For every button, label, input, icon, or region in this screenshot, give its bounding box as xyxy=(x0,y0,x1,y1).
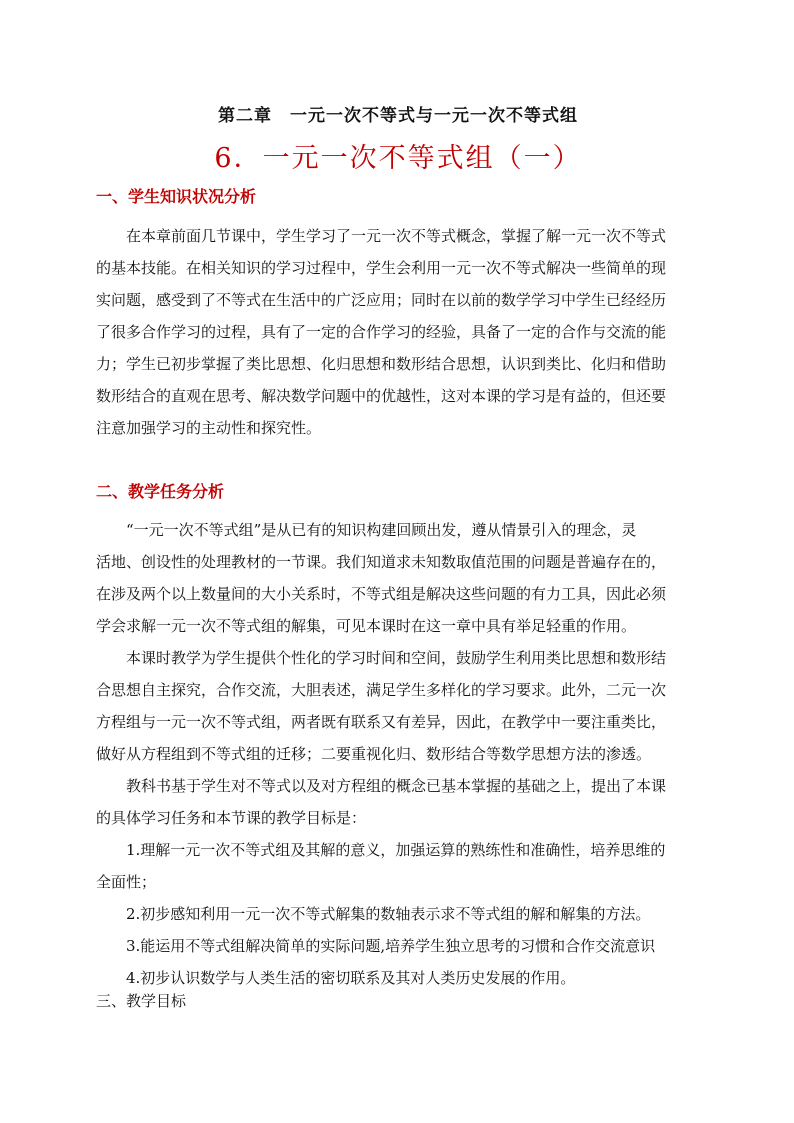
document-page xyxy=(96,0,700,1123)
teaching-goal-3 xyxy=(96,930,700,962)
paragraph-line: 的基本技能。在相关知识的学习过程中，学生会利用一元一次不等式解决一些简单的现 xyxy=(96,259,667,277)
goal-line: 3.能运用不等式组解决简单的实际问题,培养学生独立思考的习惯和合作交流意识 xyxy=(126,937,656,955)
section-heading-teaching-task: 二、教学任务分析 xyxy=(96,482,225,501)
paragraph-line: 实问题，感受到了不等式在生活中的广泛应用；同时在以前的数学学习中学生已经经历 xyxy=(96,291,667,309)
section2-paragraph-1 xyxy=(96,514,700,642)
paragraph-line: 力；学生已初步掌握了类比思想、化归思想和数形结合思想，认识到类比、化归和借助 xyxy=(96,355,667,373)
paragraph-line: 数形结合的直观在思考、解决数学问题中的优越性，这对本课的学习是有益的，但还要 xyxy=(96,387,667,405)
teaching-goal-1 xyxy=(96,834,700,898)
paragraph-line: 方程组与一元一次不等式组，两者既有联系又有差异，因此，在教学中一要注重类比， xyxy=(96,713,667,731)
chapter-title: 第二章 一元一次不等式与一元一次不等式组 xyxy=(218,106,578,126)
teaching-goal-4 xyxy=(96,962,700,994)
paragraph-line: 学会求解一元一次不等式组的解集，可见本课时在这一章中具有举足轻重的作用。 xyxy=(96,617,637,635)
paragraph-line: 合思想自主探究，合作交流，大胆表述，满足学生多样化的学习要求。此外，二元一次 xyxy=(96,681,667,699)
section1-paragraph xyxy=(96,220,700,444)
paragraph-line: 在本章前面几节课中，学生学习了一元一次不等式概念，掌握了解一元一次不等式 xyxy=(126,227,667,245)
goal-line: 4.初步认识数学与人类生活的密切联系及其对人类历史发展的作用。 xyxy=(126,969,576,987)
section-heading-teaching-goals: 三、教学目标 xyxy=(96,992,187,1010)
section2-paragraph-3 xyxy=(96,770,700,834)
paragraph-line: 了很多合作学习的过程，具有了一定的合作学习的经验，具备了一定的合作与交流的能 xyxy=(96,323,667,341)
paragraph-line: 在涉及两个以上数量间的大小关系时，不等式组是解决这些问题的有力工具，因此必须 xyxy=(96,585,667,603)
goal-line: 全面性； xyxy=(96,873,157,891)
section2-paragraph-2 xyxy=(96,642,700,770)
paragraph-line: 活地、创设性的处理教材的一节课。我们知道求未知数取值范围的问题是普遍存在的， xyxy=(96,553,667,571)
goal-line: 2.初步感知利用一元一次不等式解集的数轴表示求不等式组的解和解集的方法。 xyxy=(126,905,651,923)
paragraph-line: 教科书基于学生对不等式以及对方程组的概念已基本掌握的基础之上，提出了本课 xyxy=(126,777,667,795)
paragraph-line: 的具体学习任务和本节课的教学目标是： xyxy=(96,809,367,827)
paragraph-line: 本课时教学为学生提供个性化的学习时间和空间，鼓励学生利用类比思想和数形结 xyxy=(126,649,667,667)
paragraph-line: 注意加强学习的主动性和探究性。 xyxy=(96,419,322,437)
teaching-goal-2 xyxy=(96,898,700,930)
paragraph-line: “一元一次不等式组”是从已有的知识构建回顾出发，遵从情景引入的理念，灵 xyxy=(126,521,637,539)
paragraph-line: 做好从方程组到不等式组的迁移；二要重视化归、数形结合等数学思想方法的渗透。 xyxy=(96,745,652,763)
goal-line: 1.理解一元一次不等式组及其解的意义，加强运算的熟练性和准确性，培养思维的 xyxy=(126,841,666,859)
section-heading-student-knowledge: 一、学生知识状况分析 xyxy=(96,187,257,206)
lesson-title: 6．一元一次不等式组（一） xyxy=(214,143,582,174)
